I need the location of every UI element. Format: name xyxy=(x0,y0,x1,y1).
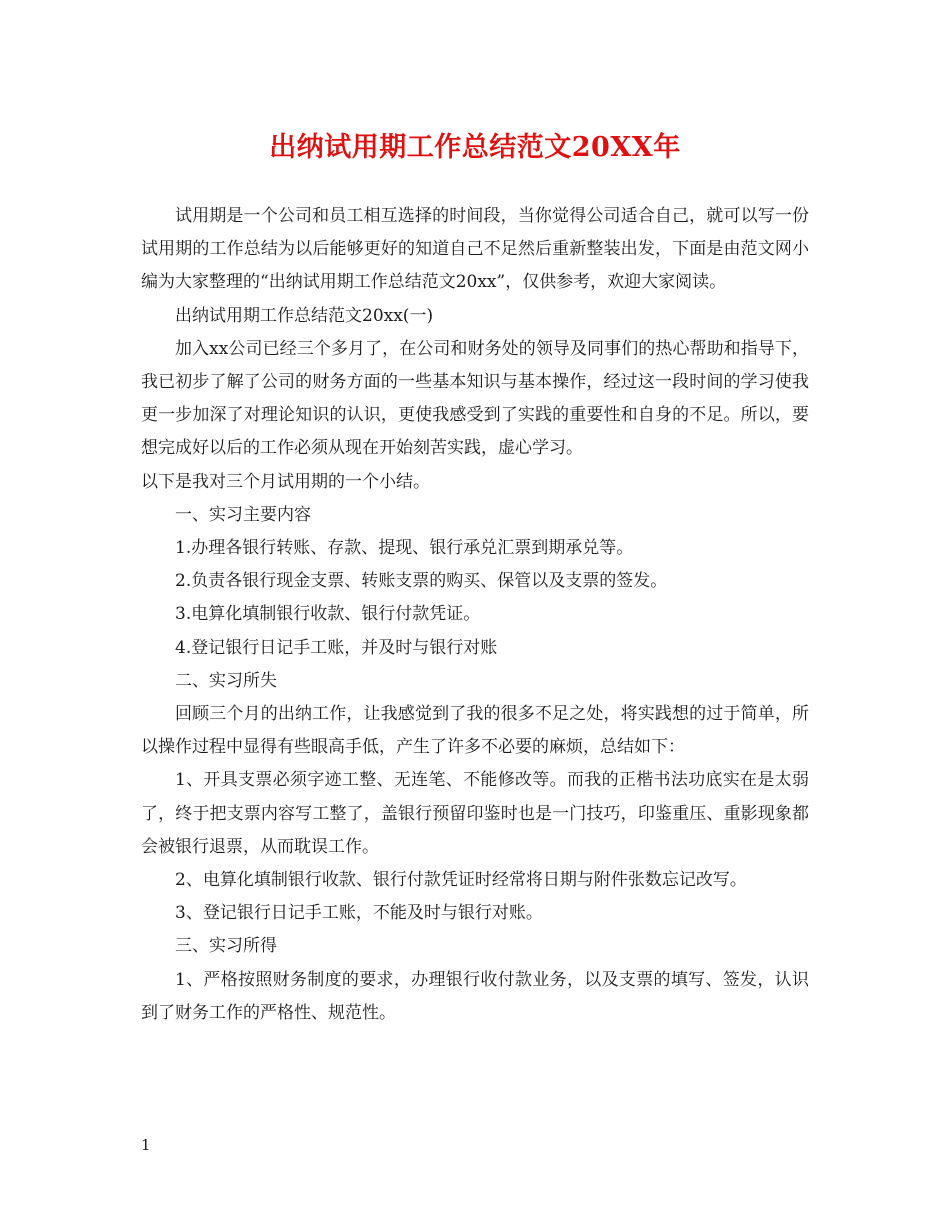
section-heading: 一、实习主要内容 xyxy=(175,504,311,525)
paragraph: 回顾三个月的出纳工作，让我感觉到了我的很多不足之处，将实践想的过于简单，所以操作过程中显得有些眼高手低，产生了许多不必要的麻烦，总结如下： xyxy=(141,704,809,758)
paragraph: 以下是我对三个月试用期的一个小结。 xyxy=(141,471,430,492)
document-body xyxy=(141,200,809,1030)
list-item: 2、电算化填制银行收款、银行付款凭证时经常将日期与附件张数忘记改写。 xyxy=(175,870,747,891)
page-number: 1 xyxy=(141,1136,151,1154)
section-heading: 二、实习所失 xyxy=(175,670,277,691)
section-heading: 出纳试用期工作总结范文20xx(一) xyxy=(175,305,434,326)
paragraph: 加入xx公司已经三个多月了，在公司和财务处的领导及同事们的热心帮助和指导下，我已初步了解了公司的财务方面的一些基本知识与基本操作，经过这一段时间的学习使我更一步加深了对理论知识的认识，更使我感受到了实践的重要性和自身的不足。所以，要想完成好以后的工作必须从现在开始刻苦实践，虚心学习。 xyxy=(141,338,809,459)
section-heading: 三、实习所得 xyxy=(175,936,277,957)
list-item: 2.负责各银行现金支票、转账支票的购买、保管以及支票的签发。 xyxy=(175,571,668,592)
list-item: 3、登记银行日记手工账，不能及时与银行对账。 xyxy=(175,903,543,924)
list-item: 1.办理各银行转账、存款、提现、银行承兑汇票到期承兑等。 xyxy=(175,538,634,559)
list-item: 1、开具支票必须字迹工整、无连笔、不能修改等。而我的正楷书法功底实在是太弱了，终于把支票内容写工整了，盖银行预留印鉴时也是一门技巧，印鉴重压、重影现象都会被银行退票，从而耽误工作。 xyxy=(141,770,809,857)
paragraph: 试用期是一个公司和员工相互选择的时间段，当你觉得公司适合自己，就可以写一份试用期的工作总结为以后能够更好的知道自己不足然后重新整装出发，下面是由范文网小编为大家整理的“出纳试用期工作总结范文20xx”，仅供参考，欢迎大家阅读。 xyxy=(141,206,809,293)
list-item: 4.登记银行日记手工账，并及时与银行对账 xyxy=(175,637,498,658)
document-title: 出纳试用期工作总结范文20XX年 xyxy=(269,132,681,163)
list-item: 1、严格按照财务制度的要求，办理银行收付款业务，以及支票的填写、签发，认识到了财务工作的严格性、规范性。 xyxy=(141,969,809,1023)
list-item: 3.电算化填制银行收款、银行付款凭证。 xyxy=(175,604,481,625)
